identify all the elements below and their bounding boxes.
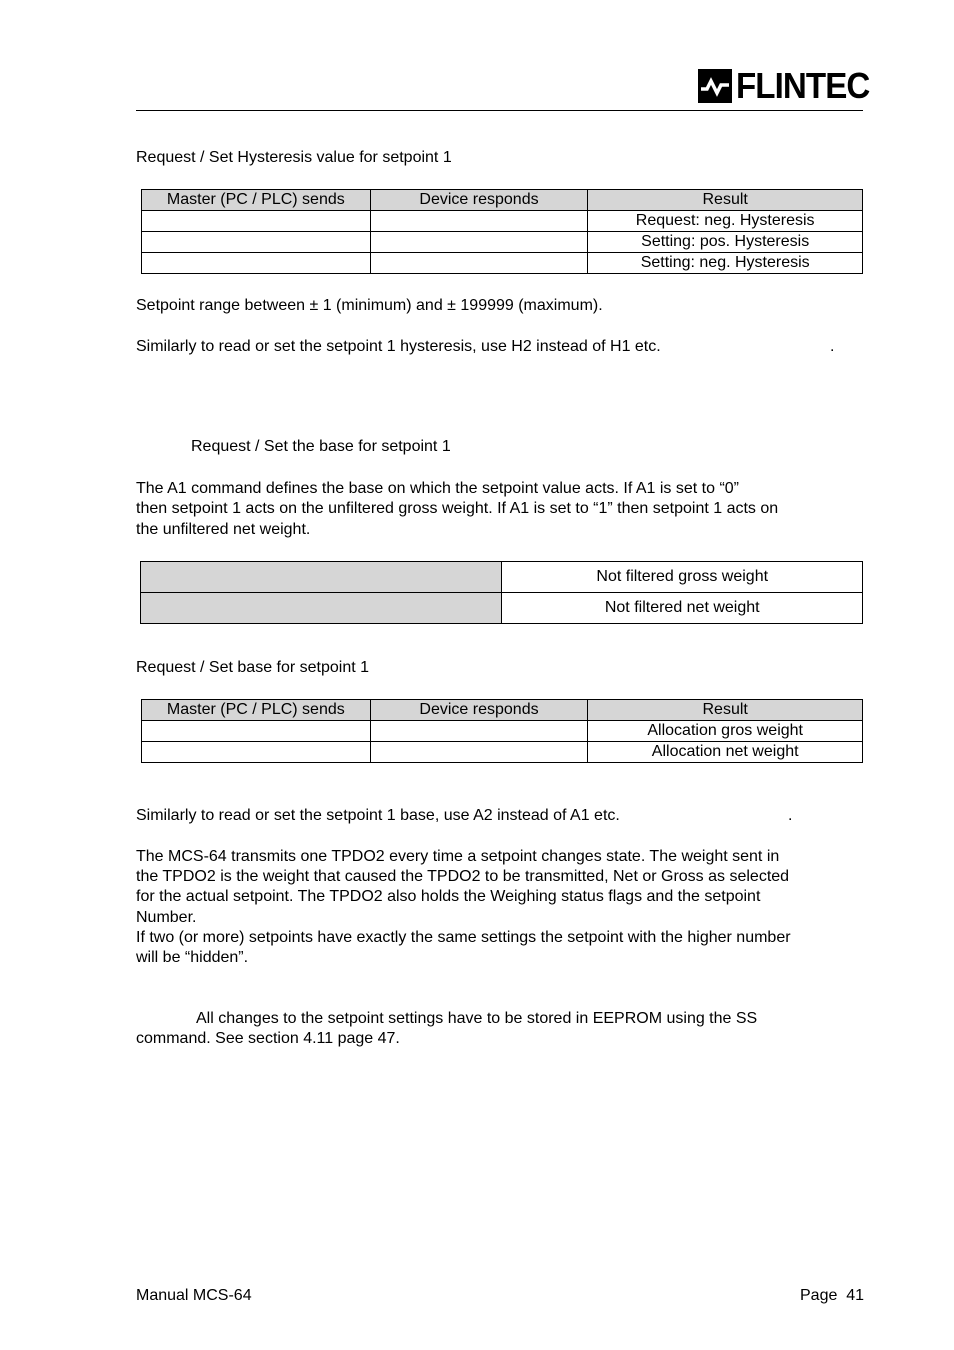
tpdo-line-1: The MCS-64 transmits one TPDO2 every time a setpoint changes state. The weight sent in [136,848,780,865]
cell-result: Allocation gros weight [588,721,863,742]
cell-master [142,742,371,763]
base-paragraph-line-2: then setpoint 1 acts on the unfiltered gross weight. If A1 is set to “1” then setpoint 1 acts on [136,500,779,517]
base-meaning-cell: Not filtered gross weight [502,562,863,593]
table-header-row [142,190,863,211]
hysteresis-similar-note: Similarly to read or set the setpoint 1 hysteresis, use H2 instead of H1 etc. [136,338,661,355]
base-paragraph-line-3: the unfiltered net weight. [136,521,311,538]
base-meaning-cell: Not filtered net weight [502,593,863,624]
col-device: Device responds [370,190,588,211]
table-row [142,721,863,742]
tpdo-line-4: Number. [136,909,197,926]
cell-master [142,211,371,232]
table-row [142,253,863,274]
header-rule [136,110,863,111]
base-value-cell [141,562,502,593]
cell-device [370,253,588,274]
base-value-cell [141,593,502,624]
tpdo-line-2: the TPDO2 is the weight that caused the TPDO2 to be transmitted, Net or Gross as selected [136,868,790,885]
cell-device [370,211,588,232]
col-result: Result [588,190,863,211]
cell-result: Allocation net weight [588,742,863,763]
base-command-table [141,699,863,763]
cell-device [370,742,588,763]
range-note: Setpoint range between ± 1 (minimum) and ± 199999 (maximum). [136,297,603,314]
base-paragraph-line-1: The A1 command defines the base on which the setpoint value acts. If A1 is set to “0” [136,480,740,497]
cell-device [370,232,588,253]
table-row [141,562,863,593]
cell-master [142,253,371,274]
col-result: Result [588,700,863,721]
cell-master [142,232,371,253]
base-similar-note-tail: . [788,807,793,824]
cell-result: Setting: pos. Hysteresis [588,232,863,253]
section-heading-base: Request / Set the base for setpoint 1 [191,438,451,455]
base-similar-note: Similarly to read or set the setpoint 1 base, use A2 instead of A1 etc. [136,807,620,824]
flintec-logo [698,65,881,106]
section-subtitle-base: Request / Set base for setpoint 1 [136,659,370,676]
tpdo-line-3: for the actual setpoint. The TPDO2 also holds the Weighing status flags and the setpoint [136,888,761,905]
eeprom-note-line-1: All changes to the setpoint settings have to be stored in EEPROM using the SS [196,1010,758,1027]
table-row [142,742,863,763]
tpdo-line-6: will be “hidden”. [136,949,249,966]
table-header-row [142,700,863,721]
cell-device [370,721,588,742]
table-row [142,211,863,232]
hysteresis-similar-note-tail: . [830,338,835,355]
cell-master [142,721,371,742]
col-device: Device responds [370,700,588,721]
col-master: Master (PC / PLC) sends [142,190,371,211]
wave-icon [698,69,732,103]
tpdo-line-5: If two (or more) setpoints have exactly the same settings the setpoint with the higher number [136,929,791,946]
footer-page-number: Page 41 [800,1287,865,1304]
cell-result: Setting: neg. Hysteresis [588,253,863,274]
hysteresis-table [141,189,863,274]
section-title-hysteresis: Request / Set Hysteresis value for setpoint 1 [136,149,452,166]
table-row [141,593,863,624]
table-row [142,232,863,253]
brand-name: FLINTEC [736,65,870,106]
col-master: Master (PC / PLC) sends [142,700,371,721]
footer-manual: Manual MCS-64 [136,1287,252,1304]
cell-result: Request: neg. Hysteresis [588,211,863,232]
base-values-table [140,561,863,624]
eeprom-note-line-2: command. See section 4.11 page 47. [136,1030,400,1047]
